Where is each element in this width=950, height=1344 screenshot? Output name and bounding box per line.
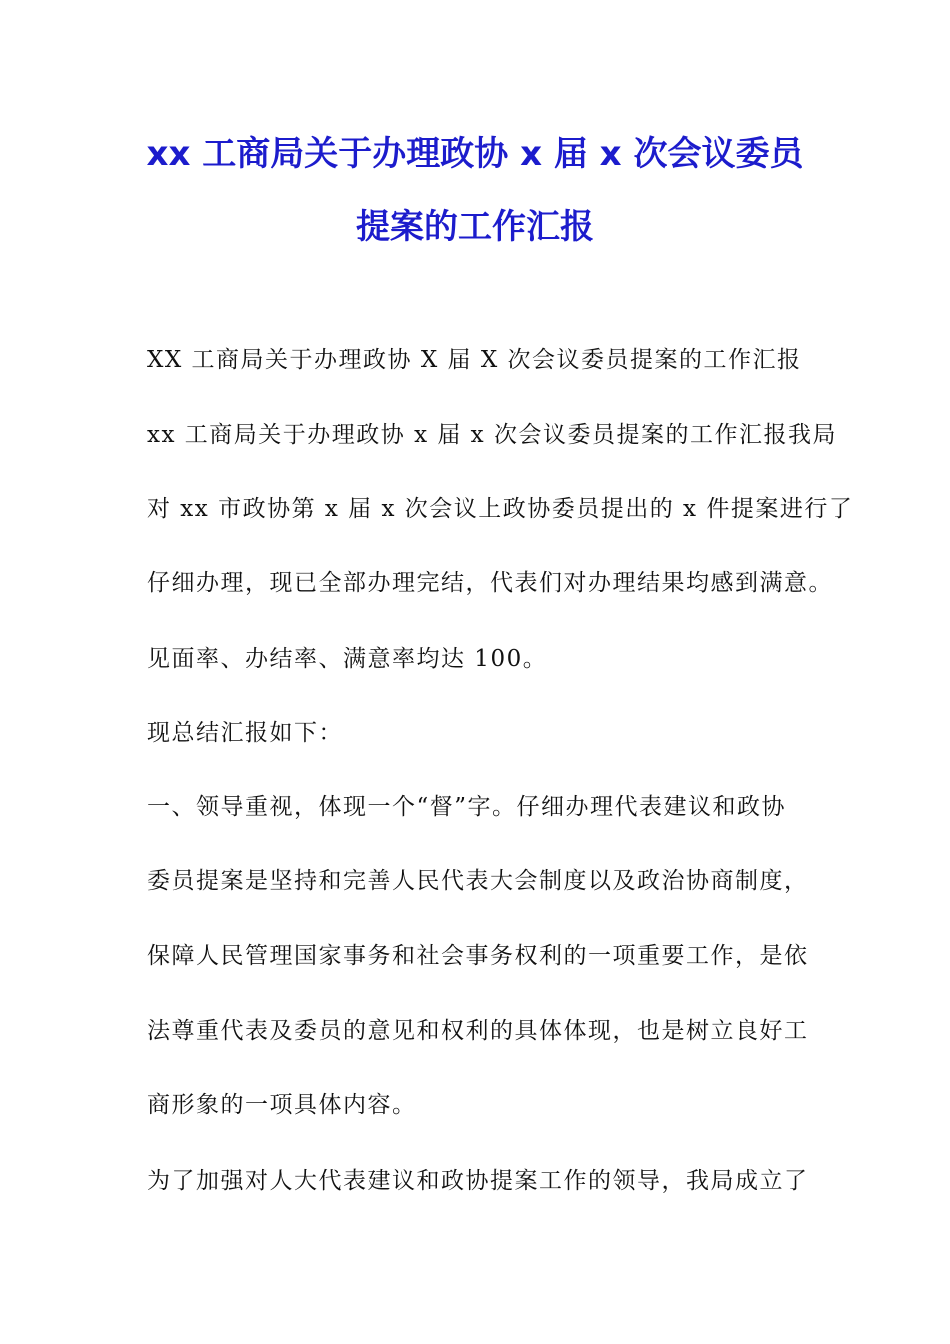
body-line: 委员提案是坚持和完善人民代表大会制度以及政治协商制度， bbox=[147, 868, 809, 894]
body-line: 现总结汇报如下： bbox=[147, 720, 343, 746]
document-title-line-2: 提案的工作汇报 bbox=[356, 207, 594, 247]
document-title-line-1: xx 工商局关于办理政协 x 届 x 次会议委员 bbox=[146, 134, 804, 174]
body-line: 见面率、办结率、满意率均达 100。 bbox=[147, 646, 548, 672]
body-line: 商形象的一项具体内容。 bbox=[147, 1092, 417, 1118]
body-line: 对 xx 市政协第 x 届 x 次会议上政协委员提出的 x 件提案进行了 bbox=[147, 496, 854, 522]
body-line: xx 工商局关于办理政协 x 届 x 次会议委员提案的工作汇报我局 bbox=[147, 422, 837, 448]
body-line: 仔细办理，现已全部办理完结，代表们对办理结果均感到满意。 bbox=[147, 570, 833, 596]
body-line: 法尊重代表及委员的意见和权利的具体体现，也是树立良好工 bbox=[147, 1018, 809, 1044]
body-line: XX 工商局关于办理政协 X 届 X 次会议委员提案的工作汇报 bbox=[147, 347, 802, 373]
body-line: 为了加强对人大代表建议和政协提案工作的领导，我局成立了 bbox=[147, 1168, 809, 1194]
body-line: 保障人民管理国家事务和社会事务权利的一项重要工作，是依 bbox=[147, 943, 809, 969]
body-line: 一、领导重视，体现一个“督”字。仔细办理代表建议和政协 bbox=[147, 794, 787, 820]
